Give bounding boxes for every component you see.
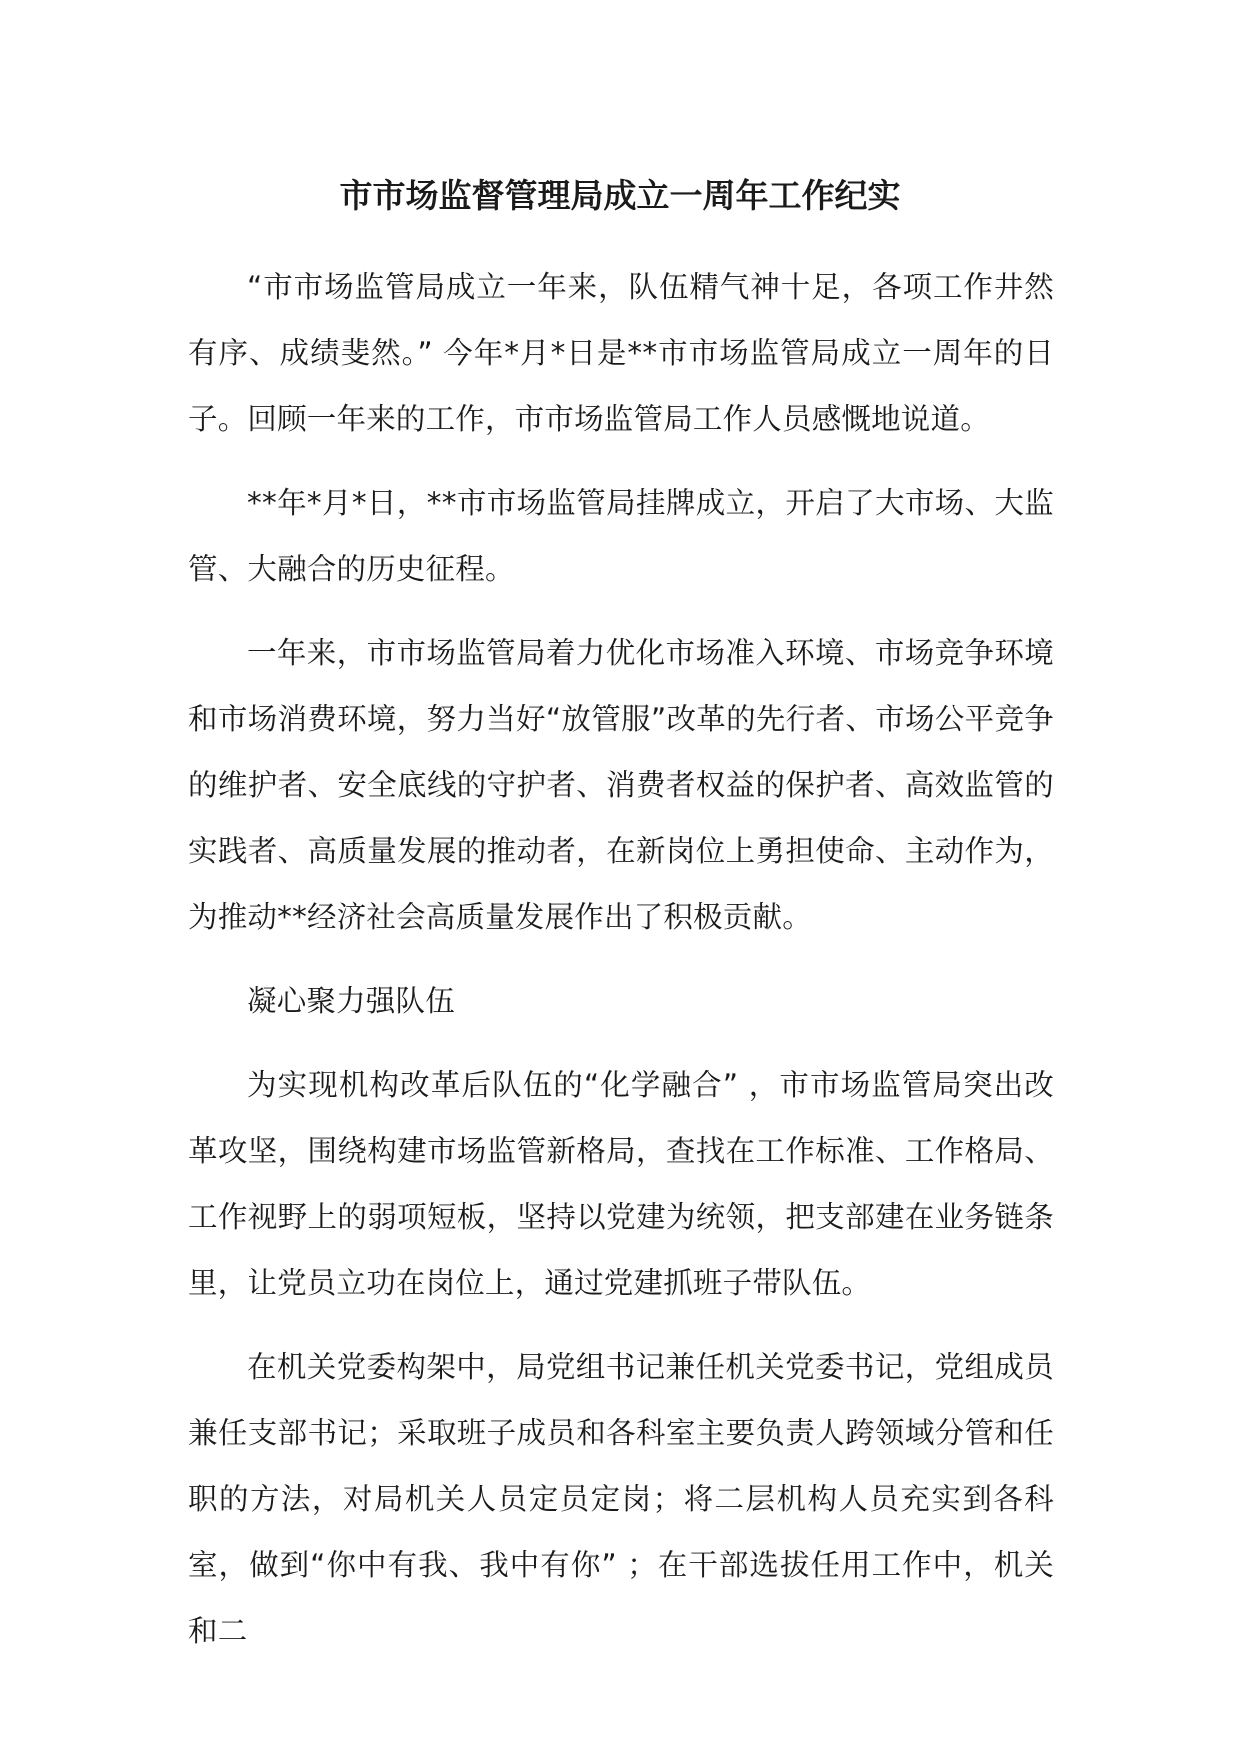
document-body (188, 254, 1054, 1682)
paragraph-team-building: 为实现机构改革后队伍的“化学融合” ，市市场监管局突出改革攻坚，围绕构建市场监管新格局，查找在工作标准、工作格局、工作视野上的弱项短板，坚持以党建为统领，把支部建在业务链条里，让党员立功在岗位上，通过党建抓班子带队伍。 (188, 1068, 1054, 1300)
section-heading: 凝心聚力强队伍 (247, 984, 455, 1018)
paragraph-party-structure: 在机关党委构架中，局党组书记兼任机关党委书记，党组成员兼任支部书记；采取班子成员和各科室主要负责人跨领域分管和任职的方法，对局机关人员定员定岗；将二层机构人员充实到各科室，做到“你中有我、我中有你” ；在干部选拔任用工作中，机关和二 (188, 1350, 1054, 1648)
paragraph-achievements: 一年来，市市场监管局着力优化市场准入环境、市场竞争环境和市场消费环境，努力当好“放管服”改革的先行者、市场公平竞争的维护者、安全底线的守护者、消费者权益的保护者、高效监管的实践者、高质量发展的推动者，在新岗位上勇担使命、主动作为，为推动**经济社会高质量发展作出了积极贡献。 (188, 636, 1054, 934)
document-title: 市市场监督管理局成立一周年工作纪实 (339, 176, 901, 215)
paragraph-founding: **年*月*日，**市市场监管局挂牌成立，开启了大市场、大监管、大融合的历史征程。 (188, 486, 1054, 586)
paragraph-intro: “市市场监管局成立一年来，队伍精气神十足，各项工作井然有序、成绩斐然。” 今年*月*日是**市市场监管局成立一周年的日子。回顾一年来的工作，市市场监管局工作人员感慨地说道。 (188, 270, 1054, 436)
